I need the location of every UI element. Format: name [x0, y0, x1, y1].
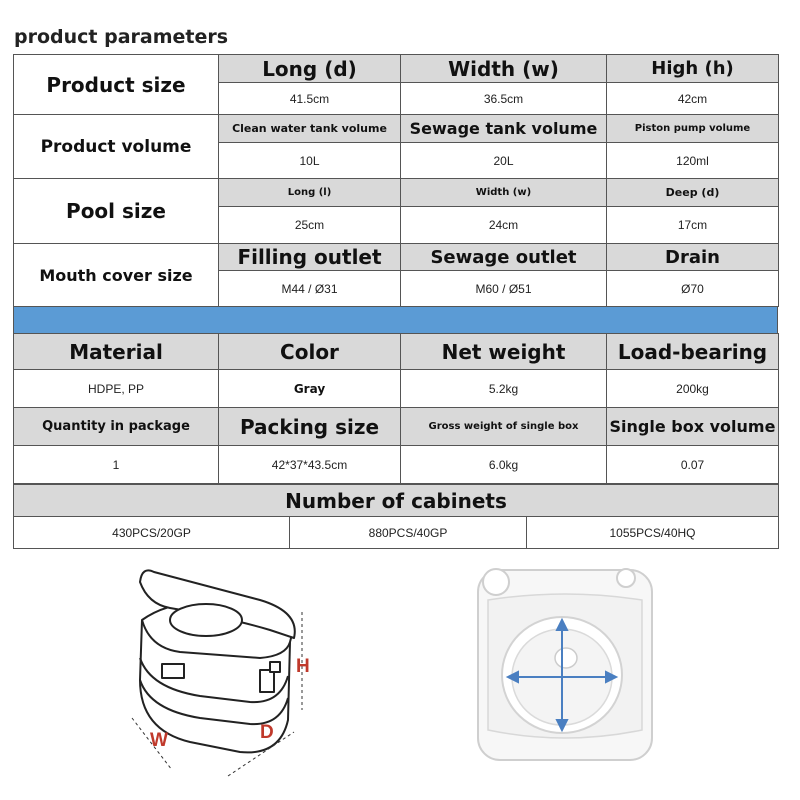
header-color: Color: [219, 334, 401, 370]
pool-size-label: Pool size: [14, 179, 219, 244]
header-net-weight: Net weight: [401, 334, 607, 370]
product-volume-label: Product volume: [14, 115, 219, 179]
header-quantity: Quantity in package: [14, 408, 219, 446]
value-cabinet-40gp: 880PCS/40GP: [290, 517, 527, 549]
toilet-dimension-drawing: [110, 560, 340, 790]
separator-bar: [13, 307, 778, 333]
value-pool-width: 24cm: [401, 207, 607, 244]
header-high: High (h): [607, 55, 779, 83]
value-pool-long: 25cm: [219, 207, 401, 244]
value-drain: Ø70: [607, 271, 779, 307]
header-piston-pump: Piston pump volume: [607, 115, 779, 143]
header-sewage-tank: Sewage tank volume: [401, 115, 607, 143]
value-net-weight: 5.2kg: [401, 370, 607, 408]
width-label: W: [150, 730, 168, 751]
depth-label: D: [260, 722, 274, 743]
value-box-volume: 0.07: [607, 446, 779, 484]
value-sewage-tank: 20L: [401, 143, 607, 179]
value-cabinet-20gp: 430PCS/20GP: [14, 517, 290, 549]
value-filling-outlet: M44 / Ø31: [219, 271, 401, 307]
header-gross-weight: Gross weight of single box: [401, 408, 607, 446]
value-width: 36.5cm: [401, 83, 607, 115]
value-sewage-outlet: M60 / Ø51: [401, 271, 607, 307]
header-pool-width: Width (w): [401, 179, 607, 207]
value-pool-deep: 17cm: [607, 207, 779, 244]
toilet-top-view: [470, 560, 660, 770]
header-pool-long: Long (l): [219, 179, 401, 207]
value-long: 41.5cm: [219, 83, 401, 115]
header-box-volume: Single box volume: [607, 408, 779, 446]
header-sewage-outlet: Sewage outlet: [401, 244, 607, 271]
parameters-table: [13, 54, 779, 307]
value-quantity: 1: [14, 446, 219, 484]
value-high: 42cm: [607, 83, 779, 115]
header-packing-size: Packing size: [219, 408, 401, 446]
header-material: Material: [14, 334, 219, 370]
header-load-bearing: Load-bearing: [607, 334, 779, 370]
value-load-bearing: 200kg: [607, 370, 779, 408]
height-label: H: [296, 656, 310, 677]
product-size-label: Product size: [14, 55, 219, 115]
header-filling-outlet: Filling outlet: [219, 244, 401, 271]
header-drain: Drain: [607, 244, 779, 271]
header-cabinets: Number of cabinets: [14, 485, 779, 517]
header-width: Width (w): [401, 55, 607, 83]
value-packing-size: 42*37*43.5cm: [219, 446, 401, 484]
value-clean-water: 10L: [219, 143, 401, 179]
value-gross-weight: 6.0kg: [401, 446, 607, 484]
header-clean-water: Clean water tank volume: [219, 115, 401, 143]
value-piston-pump: 120ml: [607, 143, 779, 179]
header-pool-deep: Deep (d): [607, 179, 779, 207]
value-material: HDPE, PP: [14, 370, 219, 408]
specs-table: [13, 333, 779, 484]
cabinets-table: [13, 484, 779, 549]
mouth-cover-label: Mouth cover size: [14, 244, 219, 307]
header-long: Long (d): [219, 55, 401, 83]
value-color: Gray: [219, 370, 401, 408]
page-title: product parameters: [14, 26, 229, 48]
value-cabinet-40hq: 1055PCS/40HQ: [527, 517, 779, 549]
